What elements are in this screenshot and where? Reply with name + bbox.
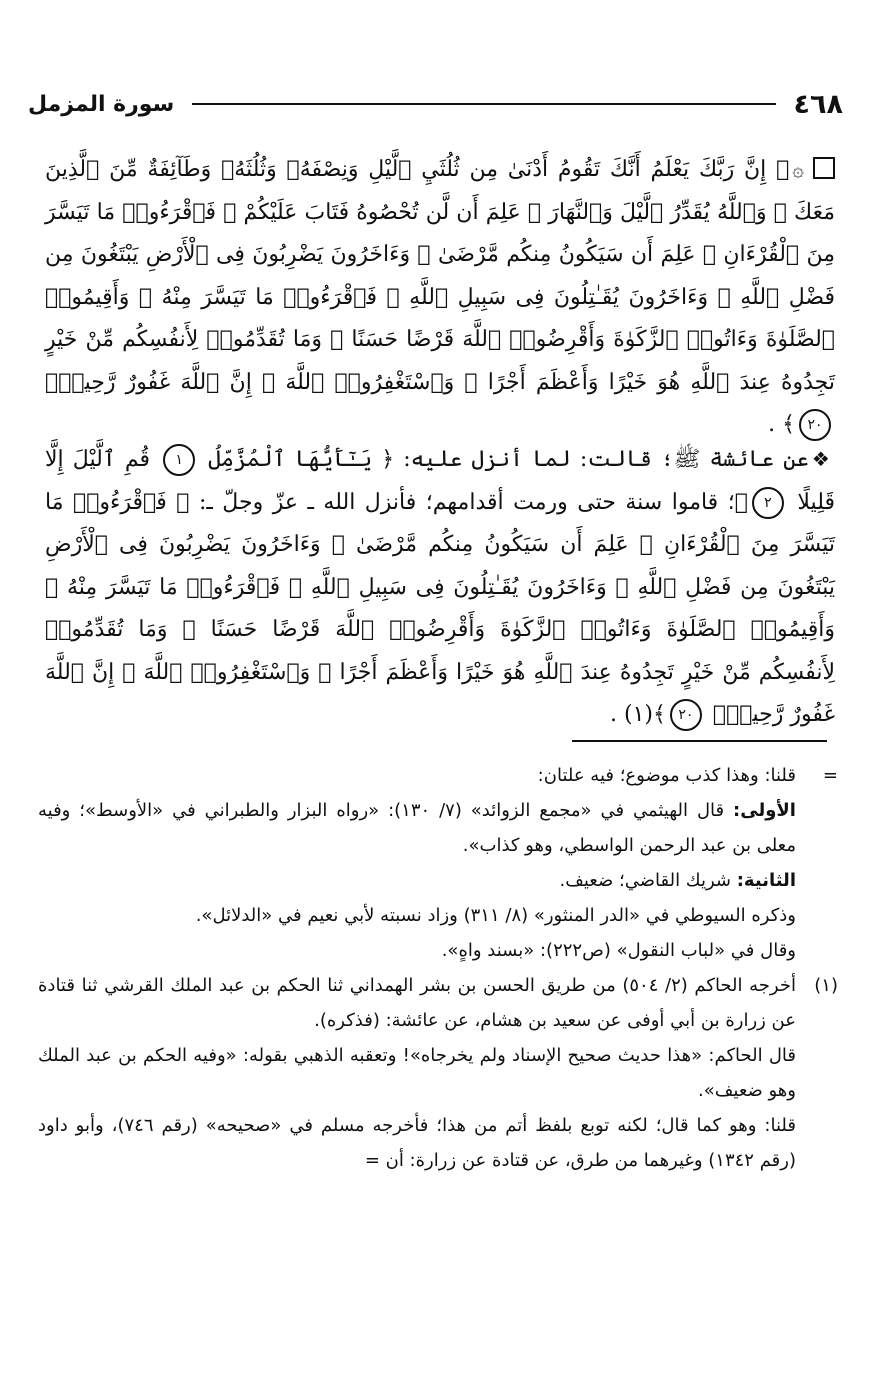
footnote-lubab: وقال في «لباب النقول» (ص٢٢٢): «بسند واهٍ». bbox=[441, 940, 796, 961]
ayah-number-marker: ٢٠ bbox=[799, 409, 831, 441]
section-box-icon bbox=[813, 157, 835, 179]
verse-block bbox=[45, 148, 835, 447]
header-rule bbox=[192, 103, 775, 105]
footnote-1-comment: قلنا: وهو كما قال؛ لكنه توبع بلفظ أتم من هذا؛ فأخرجه مسلم في «صحيحه» (رقم ٧٤٦)، وأبو داود (رقم ١٣٤٢) وغيرهما من طرق، عن قتادة عن زرارة: أن = bbox=[38, 1115, 796, 1171]
ayah-number-marker: ٢ bbox=[752, 487, 784, 519]
footnote-1-hakim: قال الحاكم: «هذا حديث صحيح الإسناد ولم يخرجاه»! وتعقبه الذهبي بقوله: «وفيه الحكم بن عبد الملك وهو ضعيف». bbox=[38, 1045, 796, 1101]
continuation-mark: = bbox=[822, 765, 838, 786]
first-label: الأولى: bbox=[733, 800, 796, 821]
verse-closing: ﴾ . bbox=[768, 412, 795, 437]
second-label: الثانية: bbox=[736, 870, 796, 891]
first-text: قال الهيثمي في «مجمع الزوائد» (٧/ ١٣٠): «رواه البزار والطبراني في «الأوسط»؛ وفيه معلى بن عبد الرحمن الواسطي، وهو كذاب». bbox=[38, 800, 796, 856]
footnote-1 bbox=[38, 968, 838, 1178]
verse-paragraph bbox=[45, 148, 835, 447]
footnote-line: قلنا: وهذا كذب موضوع؛ فيه علتان: bbox=[537, 765, 796, 786]
hadith-closing: ﴾(١) . bbox=[610, 702, 666, 727]
hadith-body: ﴾؛ قاموا سنة حتى ورمت أقدامهم؛ فأنزل الله ـ عزّ وجلّ ـ: ﴿ فَٱقْرَءُوا۟ مَا تَيَسَّرَ مِنَ ٱلْقُرْءَانِ ۚ عَلِمَ أَن سَيَكُونُ مِنكُم مَّرْضَىٰ ۙ وَءَاخَرُونَ يَضْرِبُونَ فِى ٱلْأَرْضِ يَبْتَغُونَ مِن فَضْلِ ٱللَّهِ ۙ وَءَاخَرُونَ يُقَـٰتِلُونَ فِى سَبِيلِ ٱللَّهِ ۖ فَٱقْرَءُوا۟ مَا تَيَسَّرَ مِنْهُ ۚ وَأَقِيمُوا۟ ٱلصَّلَوٰةَ وَءَاتُوا۟ ٱلزَّكَوٰةَ وَأَقْرِضُوا۟ ٱللَّهَ قَرْضًا حَسَنًا ۚ وَمَا تُقَدِّمُوا۟ لِأَنفُسِكُم مِّنْ خَيْرٍ تَجِدُوهُ عِندَ ٱللَّهِ هُوَ خَيْرًا وَأَعْظَمَ أَجْرًا ۚ وَٱسْتَغْفِرُوا۟ ٱللَّهَ ۖ إِنَّ ٱللَّهَ غَفُورٌ رَّحِيمٌۢ bbox=[45, 489, 835, 727]
footnote-second-reason bbox=[38, 863, 796, 898]
second-text: شريك القاضي؛ ضعيف. bbox=[559, 870, 731, 891]
footnote-first-reason bbox=[38, 793, 796, 863]
footnote-number: (١) bbox=[814, 975, 838, 996]
hadith-paragraph bbox=[45, 438, 835, 737]
ayah-number-marker: ١ bbox=[163, 444, 195, 476]
rosette-icon: ۞ bbox=[792, 157, 804, 181]
page-number: ٤٦٨ bbox=[793, 88, 843, 120]
footnote-suyuti: وذكره السيوطي في «الدر المنثور» (٨/ ٣١١) وزاد نسبته لأبي نعيم في «الدلائل». bbox=[195, 905, 796, 926]
hadith-block bbox=[45, 438, 835, 737]
footnote-continuation bbox=[38, 758, 838, 968]
footnote-separator bbox=[572, 740, 827, 742]
ayah-number-marker: ٢٠ bbox=[670, 699, 702, 731]
hadith-lead: عن عائشة ﷺ؛ قالت: لما أنزل عليه: ﴿ يَـٰٓأَيُّهَا ٱلْمُزَّمِّلُ bbox=[208, 447, 809, 472]
verse-text: ﴿ إِنَّ رَبَّكَ يَعْلَمُ أَنَّكَ تَقُومُ أَدْنَىٰ مِن ثُلُثَيِ ٱلَّيْلِ وَنِصْفَهُۥ وَثُلُثَهُۥ وَطَآئِفَةٌ مِّنَ ٱلَّذِينَ مَعَكَ ۚ وَٱللَّهُ يُقَدِّرُ ٱلَّيْلَ وَٱلنَّهَارَ ۚ عَلِمَ أَن لَّن تُحْصُوهُ فَتَابَ عَلَيْكُمْ ۖ فَٱقْرَءُوا۟ مَا تَيَسَّرَ مِنَ ٱلْقُرْءَانِ ۚ عَلِمَ أَن سَيَكُونُ مِنكُم مَّرْضَىٰ ۙ وَءَاخَرُونَ يَضْرِبُونَ فِى ٱلْأَرْضِ يَبْتَغُونَ مِن فَضْلِ ٱللَّهِ ۙ وَءَاخَرُونَ يُقَـٰتِلُونَ فِى سَبِيلِ ٱللَّهِ ۖ فَٱقْرَءُوا۟ مَا تَيَسَّرَ مِنْهُ ۚ وَأَقِيمُوا۟ ٱلصَّلَوٰةَ وَءَاتُوا۟ ٱلزَّكَوٰةَ وَأَقْرِضُوا۟ ٱللَّهَ قَرْضًا حَسَنًا ۚ وَمَا تُقَدِّمُوا۟ لِأَنفُسِكُم مِّنْ خَيْرٍ تَجِدُوهُ عِندَ ٱللَّهِ هُوَ خَيْرًا وَأَعْظَمَ أَجْرًا ۚ وَٱسْتَغْفِرُوا۟ ٱللَّهَ ۖ إِنَّ ٱللَّهَ غَفُورٌ رَّحِيمٌۢ bbox=[45, 157, 835, 395]
footnote-1-source: أخرجه الحاكم (٢/ ٥٠٤) من طريق الحسن بن بشر الهمداني ثنا الحكم بن عبد الملك القرشي ثنا قتادة عن زرارة بن أبي أوفى عن سعيد بن هشام، عن عائشة: (فذكره). bbox=[38, 975, 796, 1031]
diamond-bullet-icon: ❖ bbox=[811, 447, 832, 471]
footnotes bbox=[38, 758, 838, 1178]
hadith-verse-fragment: قُمِ ٱلَّيْلَ إِلَّا قَلِيلًا bbox=[45, 447, 835, 515]
surah-title: سورة المزمل bbox=[28, 91, 175, 117]
page-header bbox=[28, 86, 843, 122]
